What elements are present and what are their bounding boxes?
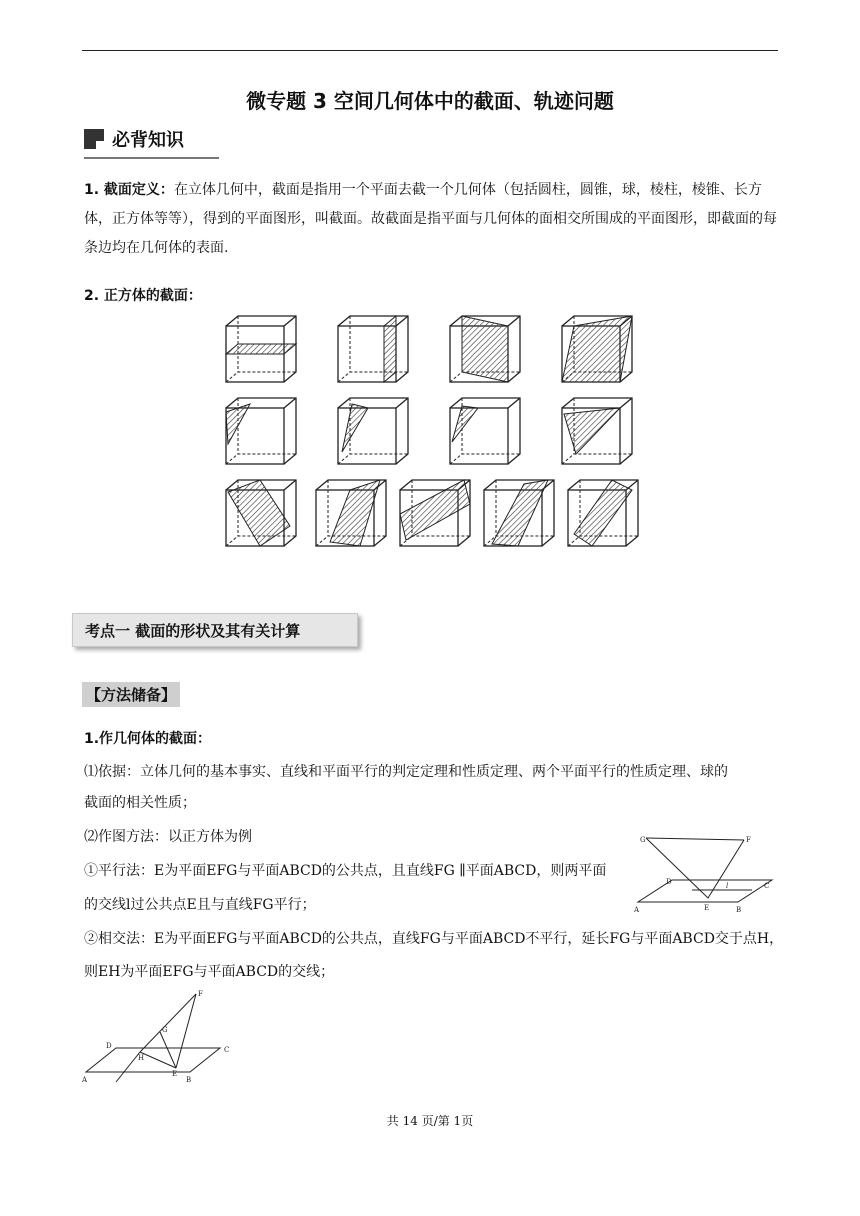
square-icon	[84, 129, 104, 149]
fig2-label-F: F	[198, 990, 203, 998]
fig2-label-C: C	[224, 1046, 230, 1054]
fig1-label-D: D	[666, 878, 672, 886]
knowledge-header-underline	[84, 157, 219, 159]
fig2-label-B: B	[186, 1076, 192, 1084]
cube-section-5	[226, 398, 296, 464]
fig1-label-G: G	[640, 836, 646, 844]
fig2-label-E: E	[172, 1070, 178, 1078]
kaodian-banner: 考点一 截面的形状及其有关计算	[72, 613, 358, 647]
fig2-label-H: H	[138, 1054, 145, 1062]
cube-section-3	[450, 316, 520, 382]
page-title: 微专题 3 空间几何体中的截面、轨迹问题	[246, 89, 614, 113]
cube-section-1	[226, 316, 296, 382]
page-footer: 共 14 页/第 1页	[386, 1114, 474, 1128]
definition-paragraph	[84, 176, 784, 263]
parallel-method-line-1: ①平行法：E为平面EFG与平面ABCD的公共点，且直线FG ∥平面ABCD，则两平面	[84, 863, 607, 879]
cube-section-12	[484, 480, 554, 546]
knowledge-header-label: 必背知识	[112, 130, 184, 151]
cube-section-2	[338, 316, 408, 382]
intersect-method-line-1: ②相交法：E为平面EFG与平面ABCD的公共点，直线FG与平面ABCD不平行，延长FG与平面ABCD交于点H，	[84, 931, 784, 947]
cube-section-11	[400, 480, 470, 546]
intersect-method-line-2: 则EH为平面EFG与平面ABCD的交线；	[84, 964, 335, 980]
method-heading: 1.作几何体的截面：	[84, 731, 212, 747]
cube-section-13	[568, 480, 638, 546]
drawing-method-line: ⑵作图方法：以正方体为例	[84, 829, 252, 845]
method-tag: 【方法储备】	[82, 682, 180, 707]
fig1-label-E: E	[704, 904, 710, 912]
cube-section-6	[338, 398, 408, 464]
intersect-method-figure	[80, 988, 240, 1088]
cube-sections-figure	[220, 310, 660, 550]
fig2-label-D: D	[106, 1042, 112, 1050]
fig2-label-A: A	[82, 1076, 88, 1084]
definition-text: 在立体几何中，截面是指用一个平面去截一个几何体（包括圆柱，圆锥，球，棱柱，棱锥、长方体，正方体等等），得到的平面图形，叫截面。故截面是指平面与几何体的面相交所围成的平面图形，即截面的每条边均在几何体的表面.	[84, 182, 777, 256]
cube-section-9	[226, 480, 296, 546]
fig1-label-B: B	[736, 906, 742, 914]
fig1-label-F: F	[746, 836, 751, 844]
basis-line-2: 截面的相关性质；	[84, 795, 196, 811]
knowledge-header	[84, 125, 219, 159]
cube-section-10	[316, 480, 386, 546]
cube-section-8	[562, 398, 632, 464]
parallel-method-line-2: 的交线l过公共点E且与直线FG平行；	[84, 897, 316, 913]
definition-label: 1. 截面定义：	[84, 182, 174, 198]
cube-section-7	[450, 398, 520, 464]
cube-sections-heading: 2. 正方体的截面：	[84, 288, 202, 304]
basis-line-1: ⑴依据：立体几何的基本事实、直线和平面平行的判定定理和性质定理、两个平面平行的性质定理、球的	[84, 764, 728, 780]
top-rule	[82, 50, 778, 51]
cube-section-4	[562, 316, 632, 382]
fig1-label-C: C	[764, 882, 770, 890]
fig1-label-A: A	[634, 906, 640, 914]
parallel-method-figure	[632, 832, 782, 918]
fig1-label-l: l	[726, 882, 729, 890]
fig2-label-G: G	[162, 1026, 168, 1034]
